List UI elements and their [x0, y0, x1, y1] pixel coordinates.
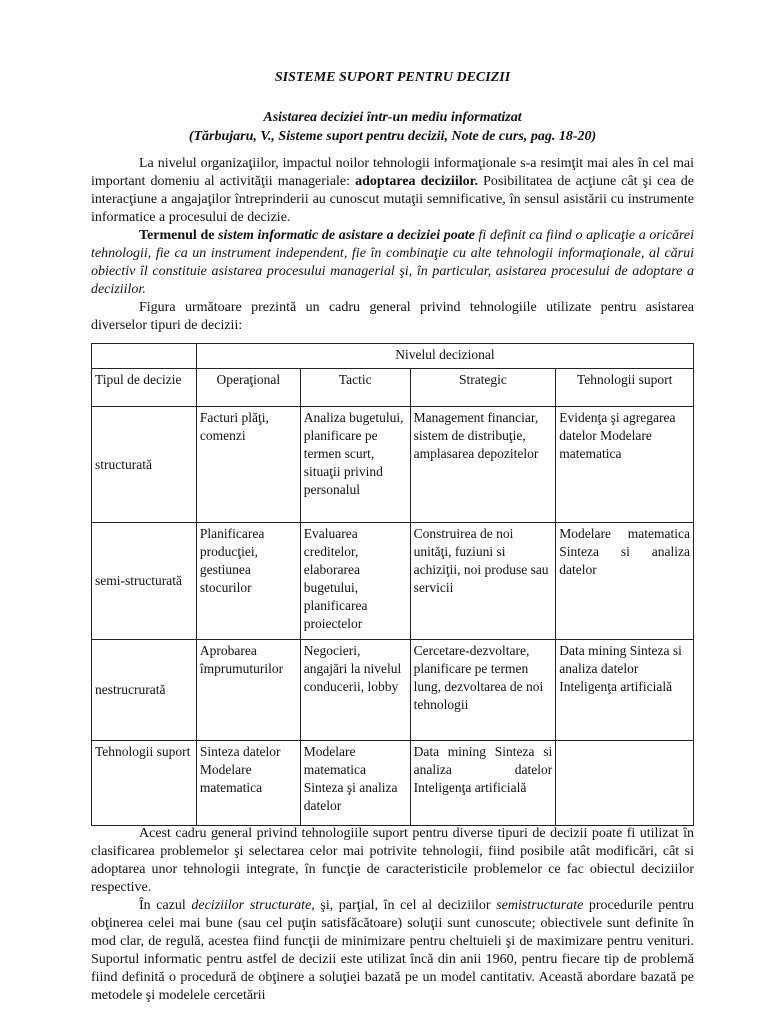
table-row	[92, 407, 694, 523]
table-header: Operaţional	[196, 369, 300, 407]
table-group-header: Nivelul decizional	[196, 344, 693, 369]
table-header: Tipul de decizie	[92, 369, 197, 407]
table-cell: Facturi plăţi, comenzi	[196, 407, 300, 523]
table-header: Tactic	[300, 369, 410, 407]
table-header-row	[92, 369, 694, 407]
table-cell: Construirea de noi unităţi, fuziuni si achiziţii, noi produse sau servicii	[410, 523, 556, 640]
table-row	[92, 741, 694, 826]
table-cell: Tehnologii suport	[92, 741, 197, 826]
table-cell: Evidenţa şi agregarea datelor Modelare matematica	[556, 407, 694, 523]
table-group-header-row	[92, 344, 694, 369]
table-cell: Management financiar, sistem de distribuţie, amplasarea depozitelor	[410, 407, 556, 523]
table-cell: Modelare matematica Sinteza si analiza datelor	[556, 523, 694, 640]
document-title: SISTEME SUPORT PENTRU DECIZII	[274, 70, 511, 85]
subtitle-topic: Asistarea deciziei într-un mediu informatizat	[263, 110, 522, 125]
table-cell: Analiza bugetului, planificare pe termen scurt, situaţii privind personalul	[300, 407, 410, 523]
table-header: Strategic	[410, 369, 556, 407]
document-subtitle	[91, 108, 694, 146]
closing-section	[91, 825, 694, 1005]
table-row	[92, 640, 694, 741]
table-cell: Negocieri, angajări la nivelul conducerii, lobby	[300, 640, 410, 741]
paragraph-framework: Acest cadru general privind tehnologiile suport pentru diverse tipuri de decizii poate fi utilizat în clasificarea problemelor şi selectarea celor mai potrivite tehnologii, fiind posibile atât modificări, cât si adoptarea unor tehnologii integrate, în funcţie de caracteristicile problemelor ce fac obiectul deciziilor respective.	[91, 826, 694, 895]
paragraph-structured-decisions: În cazul deciziilor structurate, şi, parţial, în cel al deciziilor semistructurate procedurile pentru obţinerea celei mai bune (sau cel puţin satisfăcătoare) soluţii sunt cunoscute; obiectivele sunt definite în mod clar, de regulă, acestea fiind funcţii de minimizare pentru cheltuieli şi de maximizare pentru venituri. Suportul informatic pentru astfel de decizii este utilizat încă din anii 1960, pentru fiecare tip de problemă fiind definită o procedură de obţinere a soluţiei bazată pe un model cantitativ. Această abordare bazată pe metodele şi modelele cercetării	[91, 898, 694, 1003]
table-cell	[556, 741, 694, 826]
table-cell: Planificarea producţiei, gestiunea stocurilor	[196, 523, 300, 640]
table-cell: Data mining Sinteza si analiza datelor Inteligenţa artificială	[556, 640, 694, 741]
table-cell: Cercetare-dezvoltare, planificare pe termen lung, dezvoltarea de noi tehnologii	[410, 640, 556, 741]
table-cell: structurată	[92, 407, 197, 523]
table-cell: Aprobarea împrumuturilor	[196, 640, 300, 741]
table-corner-cell	[92, 344, 197, 369]
table-cell: nestrucrurată	[92, 640, 197, 741]
paragraph-definition: Termenul de sistem informatic de asistare a deciziei poate fi definit ca fiind o aplicaţie a oricărei tehnologii, fie ca un instrument independent, fie în combinaţie cu alte tehnologii informaţionale, al cărui obiectiv îl constituie asistarea procesului managerial şi, în particular, asistarea procesului de adoptare a deciziilor.	[91, 228, 694, 297]
paragraph-intro: La nivelul organizaţiilor, impactul noilor tehnologii informaţionale s-a resimţit mai ales în cel mai important domeniu al activităţii manageriale: adoptarea deciziilor. Posibilitatea de acţiune cât şi cea de interacţiune a angajaţilor întreprinderii au cunoscut mutaţii semnificative, în sensul asistării cu instrumente informatice a procesului de decizie.	[91, 156, 695, 225]
table-cell: Evaluarea creditelor, elaborarea bugetului, planificarea proiectelor	[300, 523, 410, 640]
intro-section	[91, 155, 694, 335]
table-cell: semi-structurată	[92, 523, 197, 640]
table-cell: Data mining Sinteza si analiza datelor Inteligenţa artificială	[410, 741, 556, 826]
decision-table	[91, 343, 694, 826]
paragraph-figure-intro: Figura următoare prezintă un cadru general privind tehnologiile utilizate pentru asistarea diverselor tipuri de decizii:	[91, 300, 694, 333]
subtitle-source: (Tărbujaru, V., Sisteme suport pentru decizii, Note de curs, pag. 18-20)	[188, 129, 597, 144]
table-header: Tehnologii suport	[556, 369, 694, 407]
table-row	[92, 523, 694, 640]
table-cell: Modelare matematica Sinteza şi analiza datelor	[300, 741, 410, 826]
table-cell: Sinteza datelor Modelare matematica	[196, 741, 300, 826]
